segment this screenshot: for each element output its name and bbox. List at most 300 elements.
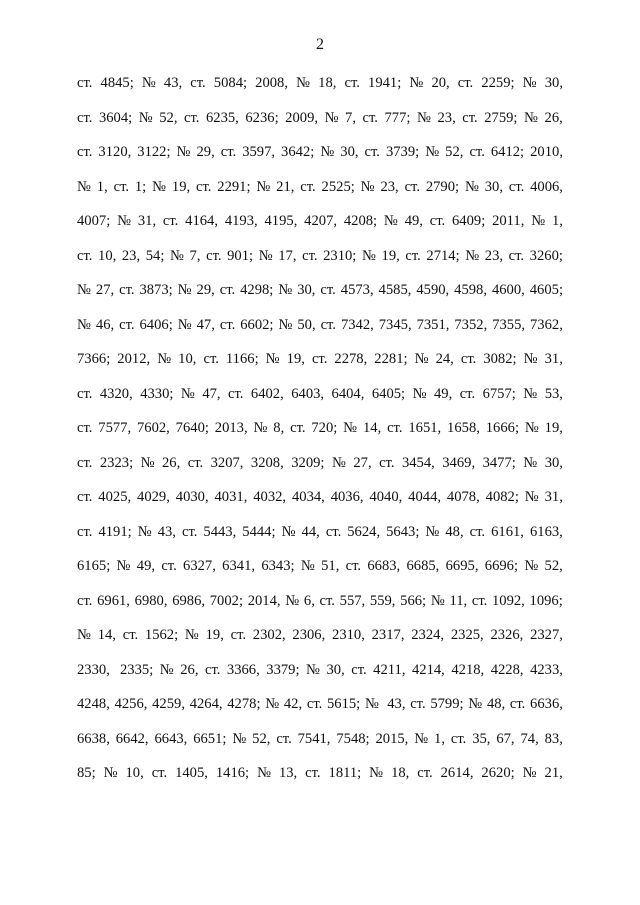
text-word: 2620; [481, 765, 515, 781]
text-word: 4007; [77, 213, 111, 229]
text-word: № [258, 247, 273, 264]
text-word: 3739; [385, 144, 420, 160]
text-word: № [285, 592, 300, 609]
text-line [77, 348, 563, 383]
text-line [77, 590, 563, 625]
text-word: ст. [460, 351, 477, 367]
text-word: 6409; [452, 213, 486, 229]
text-word: 43, [157, 523, 176, 540]
text-word: 7345, [378, 316, 412, 333]
text-word: 2011, [492, 213, 525, 229]
text-word: № [140, 454, 155, 471]
text-line [77, 245, 563, 280]
text-word: 2310; [323, 247, 357, 264]
text-word: 3207, [210, 454, 244, 471]
text-word: № [464, 178, 479, 195]
text-word: 4600, [491, 282, 525, 298]
text-word: 1, [96, 178, 108, 195]
text-word: 6343; [261, 558, 295, 574]
body-text [77, 72, 563, 797]
text-word: 4214, [411, 661, 445, 678]
text-word: 2325, [450, 627, 484, 643]
text-word: 3120, [98, 144, 132, 160]
text-word: 901; [227, 247, 254, 264]
text-word: 7602, [136, 420, 170, 436]
text-word: № [278, 282, 293, 298]
text-word: 6404, [331, 385, 365, 402]
text-word: 7, [345, 109, 356, 126]
text-word: № [524, 489, 539, 505]
text-word: 7577, [98, 420, 132, 436]
text-word: 31, [137, 213, 157, 229]
text-word: ст. [457, 75, 474, 91]
text-word: 2012, [117, 351, 151, 367]
text-word: 1405, [175, 765, 208, 781]
text-word: 720; [311, 420, 338, 436]
text-word: ст. [320, 282, 336, 298]
text-word: 6642, [115, 730, 149, 747]
text-word: 4036, [330, 489, 364, 505]
text-word: 35, [472, 730, 491, 747]
text-word: 19, [205, 627, 224, 643]
text-word: 7002; [209, 592, 243, 609]
text-word: № [414, 351, 429, 367]
text-word: ст. [220, 144, 237, 160]
text-word: № [320, 144, 335, 160]
text-word: 17, [278, 247, 297, 264]
text-word: 6412; [490, 144, 525, 160]
text-word: 10, [98, 247, 117, 264]
text-word: № [369, 765, 384, 781]
text-word: 30, [340, 144, 359, 160]
text-word: 43, [163, 75, 183, 91]
text-word: 4034, [291, 489, 325, 505]
text-word: № [103, 765, 118, 781]
text-word: 4218, [451, 661, 485, 678]
text-line [77, 728, 563, 763]
text-word: ст. [364, 144, 380, 160]
text-word: 52, [445, 144, 464, 160]
text-word: 30, [544, 75, 563, 91]
text-word: 52, [544, 558, 563, 574]
text-word: 18, [318, 75, 337, 91]
text-word: 26, [180, 661, 199, 678]
text-line [77, 521, 563, 556]
text-word: № [412, 385, 427, 402]
text-word: 3366, [226, 661, 260, 678]
text-word: ст. [77, 109, 93, 126]
text-word: № [138, 109, 153, 126]
text-word: 3082; [483, 351, 517, 367]
text-word: 46, [95, 316, 115, 333]
text-word: 5624, [347, 523, 381, 540]
text-word: 1941; [368, 75, 402, 91]
text-word: 4211, [373, 661, 406, 678]
text-word: № [177, 316, 192, 333]
text-word: ст. [276, 730, 292, 747]
text-word: № [265, 696, 280, 712]
text-word: 52, [159, 109, 178, 126]
text-word: 2259; [481, 75, 515, 91]
text-word: № [523, 385, 538, 402]
text-word: 23, [484, 247, 504, 264]
text-word: 11, [449, 592, 468, 609]
text-word: № [77, 178, 91, 195]
text-word: № [468, 696, 483, 712]
text-word: 7, [189, 247, 201, 264]
text-word: ст. [344, 75, 360, 91]
text-word: 3873; [139, 282, 173, 298]
text-word: № [414, 730, 429, 747]
text-word: 7548; [336, 730, 370, 747]
text-word: 20, [431, 75, 450, 91]
text-word: № [117, 213, 132, 229]
text-line [77, 383, 563, 418]
text-word: 1651, [408, 420, 442, 436]
text-word: № [77, 282, 91, 298]
text-word: 1, [551, 213, 563, 229]
text-word: 49, [136, 558, 156, 574]
text-word: ст. [161, 558, 177, 574]
text-word: 6643, [154, 730, 188, 747]
text-word: ст. [305, 765, 321, 781]
text-word: 85; [77, 765, 96, 781]
text-word: 2015, [375, 730, 409, 747]
text-line [77, 210, 563, 245]
text-word: 6, [303, 592, 315, 609]
text-word: № [383, 213, 398, 229]
text-word: 2714; [426, 247, 460, 264]
text-word: ст. [77, 454, 93, 471]
text-word: ст. [77, 247, 93, 264]
text-word: 6602; [240, 316, 274, 333]
text-word: 3379; [266, 661, 300, 678]
text-word: 30, [484, 178, 503, 195]
text-word: 4228, [490, 661, 524, 678]
text-word: 4207, [304, 213, 338, 229]
text-line [77, 452, 563, 487]
text-word: ст. [206, 247, 222, 264]
text-word: 3209; [291, 454, 325, 471]
text-word: № [425, 523, 440, 540]
text-word: 44, [301, 523, 320, 540]
text-word: 4248, [77, 696, 110, 712]
text-word: 43, [387, 696, 406, 712]
text-line [77, 417, 563, 452]
text-word: ст. [450, 730, 467, 747]
text-word: 4320, [99, 385, 133, 402]
text-word: ст. [119, 282, 135, 298]
text-word: № [232, 730, 247, 747]
text-word: № [253, 420, 268, 436]
text-word: 2327, [530, 627, 563, 643]
text-word: 4585, [378, 282, 412, 298]
text-word: 2281; [374, 351, 408, 367]
text-word: 6165; [77, 558, 111, 574]
text-word: ст. [509, 696, 526, 712]
text-word: 1092, [491, 592, 525, 609]
text-word: ст. [151, 765, 168, 781]
text-word: 1658, [447, 420, 480, 436]
text-word: 2323; [99, 454, 134, 471]
text-word: 49, [433, 385, 453, 402]
text-word: № [465, 247, 480, 264]
text-word: 83, [544, 730, 563, 747]
text-word: 4845; [100, 75, 134, 91]
text-word: 27, [95, 282, 115, 298]
text-word: 4195, [264, 213, 298, 229]
text-word: 4029, [137, 489, 170, 505]
text-word: 4082; [485, 489, 519, 505]
text-word: 3642; [281, 144, 315, 160]
text-word: № [522, 765, 537, 781]
text-word: ст. [77, 75, 93, 91]
text-word: № [141, 75, 156, 91]
text-word: 30, [544, 454, 563, 471]
text-word: ст. [113, 178, 130, 195]
text-word: № [281, 523, 296, 540]
text-word: ст. [469, 523, 486, 540]
text-word: 6695, [445, 558, 479, 574]
text-word: ст. [300, 178, 316, 195]
text-word: 26, [544, 109, 563, 126]
text-word: ст. [319, 592, 335, 609]
text-word: 6638, [77, 730, 110, 747]
text-word: 3208, [250, 454, 284, 471]
text-word: 53, [544, 385, 563, 402]
text-word: № [116, 558, 131, 574]
text-word: 23, [380, 178, 399, 195]
text-word: № [331, 454, 346, 471]
text-word: 2014, [247, 592, 281, 609]
text-word: 5615; [326, 696, 361, 712]
text-word: № [364, 696, 383, 712]
text-word: № [306, 661, 320, 678]
text-word: 4040, [369, 489, 403, 505]
text-word: № [417, 109, 431, 126]
text-word: 29, [196, 282, 215, 298]
text-word: 2010, [530, 144, 563, 160]
text-word: 10, [178, 351, 197, 367]
text-word: 30, [297, 282, 316, 298]
text-word: 50, [297, 316, 316, 333]
text-word: 26, [162, 454, 181, 471]
text-word: № [180, 385, 195, 402]
text-word: № [524, 558, 539, 574]
text-word: ст. [230, 627, 247, 643]
text-word: 566; [400, 592, 427, 609]
text-word: 6327, [183, 558, 216, 574]
text-word: 2525; [321, 178, 355, 195]
text-word: № [296, 75, 311, 91]
text-line [77, 762, 563, 797]
text-word: 4573, [340, 282, 374, 298]
text-word: 48, [486, 696, 506, 712]
text-word: 7355, [492, 316, 526, 333]
text-word: 4006, [530, 178, 563, 195]
text-line [77, 176, 563, 211]
text-word: 4259, [152, 696, 185, 712]
text-word: 4030, [175, 489, 209, 505]
text-word: 4044, [408, 489, 442, 505]
text-word: 2302, [252, 627, 286, 643]
text-word: 7352, [454, 316, 488, 333]
text-line [77, 624, 563, 659]
text-word: 1562; [144, 627, 179, 643]
text-word: 2330, [77, 661, 110, 678]
text-word: 2291; [217, 178, 251, 195]
text-word: 2310, [332, 627, 365, 643]
text-word: ст. [362, 109, 378, 126]
text-word: 4330; [140, 385, 174, 402]
text-word: 5643; [386, 523, 420, 540]
text-word: ст. [203, 351, 219, 367]
text-line [77, 107, 563, 142]
text-word: ст. [325, 523, 342, 540]
text-word: 1811; [328, 765, 362, 781]
text-word: 2008, [255, 75, 288, 91]
text-word: 31, [544, 489, 563, 505]
text-line [77, 141, 563, 176]
text-word: 5443, [203, 523, 237, 540]
text-word: № [522, 75, 537, 91]
text-line [77, 279, 563, 314]
text-word: № [177, 282, 192, 298]
text-word: 4590, [416, 282, 450, 298]
text-word: 2326, [490, 627, 524, 643]
text-word: 23, [121, 247, 141, 264]
text-word: 2614, [440, 765, 474, 781]
text-word: ст. [190, 75, 206, 91]
text-word: 10, [125, 765, 144, 781]
text-word: № [324, 109, 339, 126]
text-word: № [360, 178, 375, 195]
text-word: 19, [171, 178, 191, 195]
text-word: № [343, 420, 358, 436]
text-word: ст. [469, 144, 485, 160]
text-line [77, 486, 563, 521]
text-word: № [170, 247, 184, 264]
text-word: 7640; [175, 420, 209, 436]
text-word: № [176, 144, 191, 160]
text-word: ст. [345, 558, 362, 574]
text-word: 2009, [285, 109, 319, 126]
text-word: 27, [353, 454, 372, 471]
text-word: 14, [97, 627, 116, 643]
text-word: 23, [437, 109, 456, 126]
text-word: ст. [462, 109, 478, 126]
text-word: ст. [204, 661, 221, 678]
text-word: № [137, 523, 152, 540]
text-word: 4191; [98, 523, 132, 540]
text-word: 4032, [253, 489, 287, 505]
text-word: 4208; [343, 213, 378, 229]
text-word: 7366; [77, 351, 111, 367]
text-word: 47, [202, 385, 221, 402]
text-word: ст. [405, 247, 421, 264]
text-word: 13, [278, 765, 298, 781]
text-word: 18, [391, 765, 410, 781]
text-word: 6683, [367, 558, 401, 574]
text-word: ст. [508, 247, 525, 264]
text-word: 6235, [205, 109, 239, 126]
text-word: ст. [311, 351, 328, 367]
text-word: ст. [77, 523, 93, 540]
text-word: ст. [77, 144, 93, 160]
text-word: № [523, 454, 538, 471]
text-word: ст. [77, 489, 93, 505]
text-word: № [159, 661, 174, 678]
text-word: ст. [77, 420, 93, 436]
text-word: 1096; [529, 592, 563, 609]
text-word: 7342, [340, 316, 374, 333]
text-word: 3454, [401, 454, 435, 471]
text-word: 3597, [242, 144, 276, 160]
text-word: ст. [429, 213, 446, 229]
text-word: 4598, [454, 282, 487, 298]
text-word: 6636, [530, 696, 563, 712]
text-word: ст. [410, 696, 426, 712]
text-word: ст. [77, 385, 93, 402]
text-word: № [524, 420, 539, 436]
text-word: 3477; [482, 454, 516, 471]
text-word: 42, [283, 696, 303, 712]
text-word: ст. [181, 523, 198, 540]
text-word: 24, [435, 351, 454, 367]
text-word: 6402, [250, 385, 284, 402]
text-word: ст. [77, 592, 93, 609]
text-word: ст. [162, 213, 179, 229]
text-word: 6757; [482, 385, 516, 402]
text-word: 6406; [139, 316, 173, 333]
page-number: 2 [316, 36, 324, 53]
text-word: 1416; [215, 765, 250, 781]
text-word: 6403, [291, 385, 325, 402]
text-word: 51, [321, 558, 340, 574]
text-word: 48, [445, 523, 464, 540]
text-word: 2278, [334, 351, 368, 367]
text-word: ст. [290, 420, 306, 436]
text-word: № [425, 144, 440, 160]
text-word: 1166; [225, 351, 259, 367]
text-word: 4605; [529, 282, 563, 298]
text-word: 557, [339, 592, 366, 609]
text-word: 3122; [137, 144, 171, 160]
text-word: ст. [119, 316, 135, 333]
text-word: ст. [379, 454, 395, 471]
text-line [77, 314, 563, 349]
text-word: 4298; [240, 282, 274, 298]
text-word: № [152, 178, 167, 195]
text-word: 6405; [371, 385, 406, 402]
text-word: 49, [404, 213, 423, 229]
text-word: 1; [134, 178, 147, 195]
text-word: 4164, [185, 213, 218, 229]
text-word: 6986, [172, 592, 206, 609]
text-word: 67, [496, 730, 515, 747]
text-word: ст. [320, 316, 336, 333]
text-word: 6685, [406, 558, 440, 574]
text-word: ст. [228, 385, 244, 402]
text-word: ст. [219, 316, 236, 333]
text-word: 7351, [416, 316, 450, 333]
text-word: 3260; [529, 247, 563, 264]
text-word: 1666; [485, 420, 519, 436]
text-word: 29, [196, 144, 215, 160]
text-word: 4025, [98, 489, 132, 505]
text-line [77, 693, 563, 728]
text-word: 2317, [371, 627, 405, 643]
